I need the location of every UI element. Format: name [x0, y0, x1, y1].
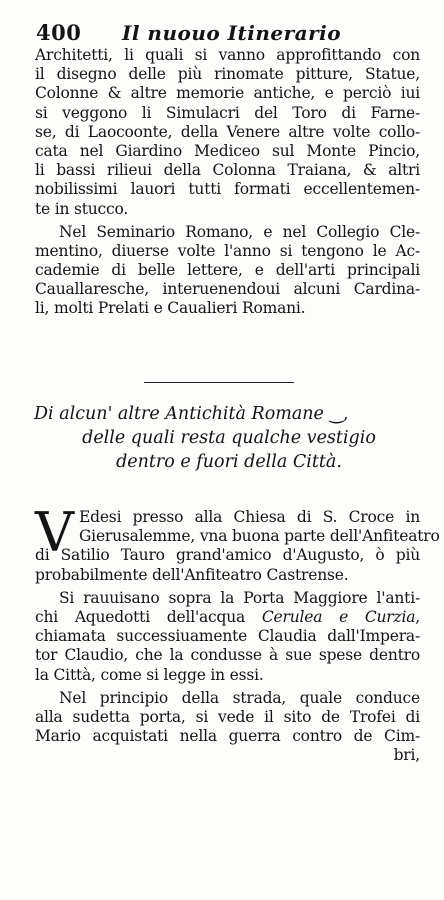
text-line: Nel principio della strada, quale conduce [59, 688, 420, 707]
text-line: cata nel Giardino Mediceo sul Monte Pincio, [35, 141, 420, 160]
page-number: 400 [36, 20, 82, 45]
running-title: Il nuouo Itinerario [122, 21, 342, 45]
text-line: si veggono li Simulacri del Toro di Farne- [35, 103, 420, 122]
text-run: chi Aquedotti dell'acqua [35, 607, 262, 626]
text-line: Colonne & altre memorie antiche, e perciò iui [35, 84, 420, 103]
text-line: bri, [393, 746, 420, 765]
paragraph [35, 589, 420, 685]
running-head [36, 20, 426, 44]
heading-text: Di alcun' altre Antichità Romane [34, 404, 324, 424]
text-line: cademie di belle lettere, e dell'arti principali [35, 261, 420, 280]
text-line: Edesi presso alla Chiesa di S. Croce in [79, 508, 420, 526]
text-line: Architetti, li quali si vanno approfittando con [35, 46, 420, 64]
text-line: se, di Laocoonte, della Venere altre volte collo- [35, 122, 420, 141]
text-line: la Città, come si legge in essi. [35, 665, 264, 684]
text-line: Nel Seminario Romano, e nel Collegio Cle- [59, 222, 420, 241]
text-run: , [415, 607, 420, 626]
italic-text-run: Cerulea e Curzia [261, 607, 416, 626]
text-line: li bassi rilieui della Colonna Traiana, & altri [35, 161, 420, 180]
heading-line: dentro e fuori della Città. [116, 452, 342, 472]
text-line: tor Claudio, che la condusse à sue spese dentro [35, 646, 420, 665]
heading-line: delle quali resta qualche vestigio [82, 428, 376, 448]
paragraph [35, 689, 420, 766]
text-line: chiamata successiuamente Claudia dall'Impera- [35, 627, 420, 646]
text-line: te in stucco. [35, 199, 129, 218]
drop-cap: V [35, 501, 74, 564]
heading-line [34, 402, 424, 426]
text-line: mentino, diuerse volte l'anno si tengono le Ac- [35, 241, 420, 260]
text-line: Gierusalemme, vna buona parte dell'Anfiteatro [79, 527, 440, 546]
text-line: Si rauuisano sopra la Porta Maggiore l'anti- [59, 588, 420, 607]
text-line: il disegno delle più rinomate pitture, Statue, [35, 65, 420, 84]
text-line: alla sudetta porta, si vede il sito de Trofei di [35, 707, 420, 726]
paragraph [35, 501, 440, 585]
text-line: Mario acquistati nella guerra contro de Cim- [35, 727, 420, 746]
text-line: nobilissimi lauori tutti formati eccellentemen- [35, 180, 420, 199]
paragraph [35, 223, 420, 319]
text-line [35, 608, 420, 627]
section-heading [34, 402, 424, 474]
flourish-icon: ‿, [329, 404, 349, 424]
text-line: probabilmente dell'Anfiteatro Castrense. [35, 565, 349, 584]
paragraph [35, 46, 420, 219]
body-text-top [35, 46, 420, 319]
divider-rule [144, 382, 294, 383]
text-line: li, molti Prelati e Caualieri Romani. [35, 299, 306, 318]
body-text-bottom [35, 501, 440, 765]
text-line: di Satilio Tauro grand'amico d'Augusto, ò più [35, 546, 420, 565]
text-line: Cauallaresche, interuenendoui alcuni Cardina- [35, 280, 420, 299]
